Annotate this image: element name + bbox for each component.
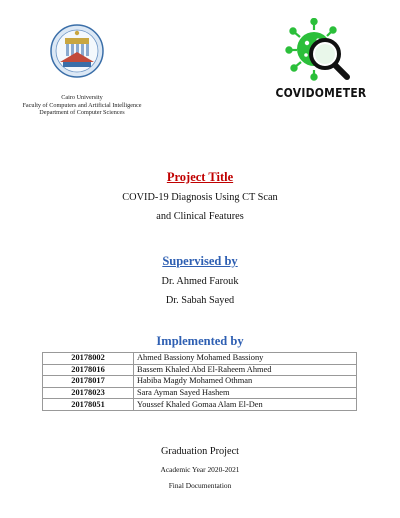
- supervisor-name: Dr. Sabah Sayed: [165, 295, 235, 306]
- academic-year: Academic Year 2020-2021: [160, 465, 240, 474]
- implemented-by-heading: Implemented by: [156, 334, 244, 348]
- supervised-by-heading: Supervised by: [162, 254, 238, 268]
- institution-university: Cairo University: [61, 94, 103, 101]
- document-type: Graduation Project: [160, 446, 240, 457]
- student-id: 20178051: [43, 399, 134, 411]
- table-row: [43, 387, 357, 399]
- institution-faculty: Faculty of Computers and Artificial Intelligence: [22, 101, 142, 109]
- cairo-university-seal-icon: [50, 24, 104, 78]
- student-id: 20178023: [43, 387, 134, 399]
- project-title-line2: and Clinical Features: [156, 211, 244, 222]
- student-id: 20178016: [43, 364, 134, 376]
- supervisor-name: Dr. Ahmed Farouk: [161, 276, 239, 287]
- virus-magnifier-icon: [284, 18, 354, 82]
- student-id: 20178002: [43, 353, 134, 365]
- project-title-line1: COVID-19 Diagnosis Using CT Scan: [122, 192, 278, 203]
- student-name: Ahmed Bassiony Mohamed Bassiony: [134, 353, 357, 365]
- table-row: [43, 364, 357, 376]
- table-row: [43, 399, 357, 411]
- document-subtitle: Final Documentation: [168, 481, 232, 490]
- student-name: Sara Ayman Sayed Hashem: [134, 387, 357, 399]
- project-title-heading: Project Title: [166, 170, 234, 184]
- table-row: [43, 353, 357, 365]
- institution-department: Department of Computer Sciences: [39, 109, 125, 116]
- student-name: Youssef Khaled Gomaa Alam El-Den: [134, 399, 357, 411]
- team-table: [42, 352, 357, 411]
- student-name: Habiba Magdy Mohamed Othman: [134, 376, 357, 388]
- covidometer-wordmark: COVIDOMETER: [275, 85, 367, 100]
- table-row: [43, 376, 357, 388]
- student-id: 20178017: [43, 376, 134, 388]
- student-name: Bassem Khaled Abd El-Raheem Ahmed: [134, 364, 357, 376]
